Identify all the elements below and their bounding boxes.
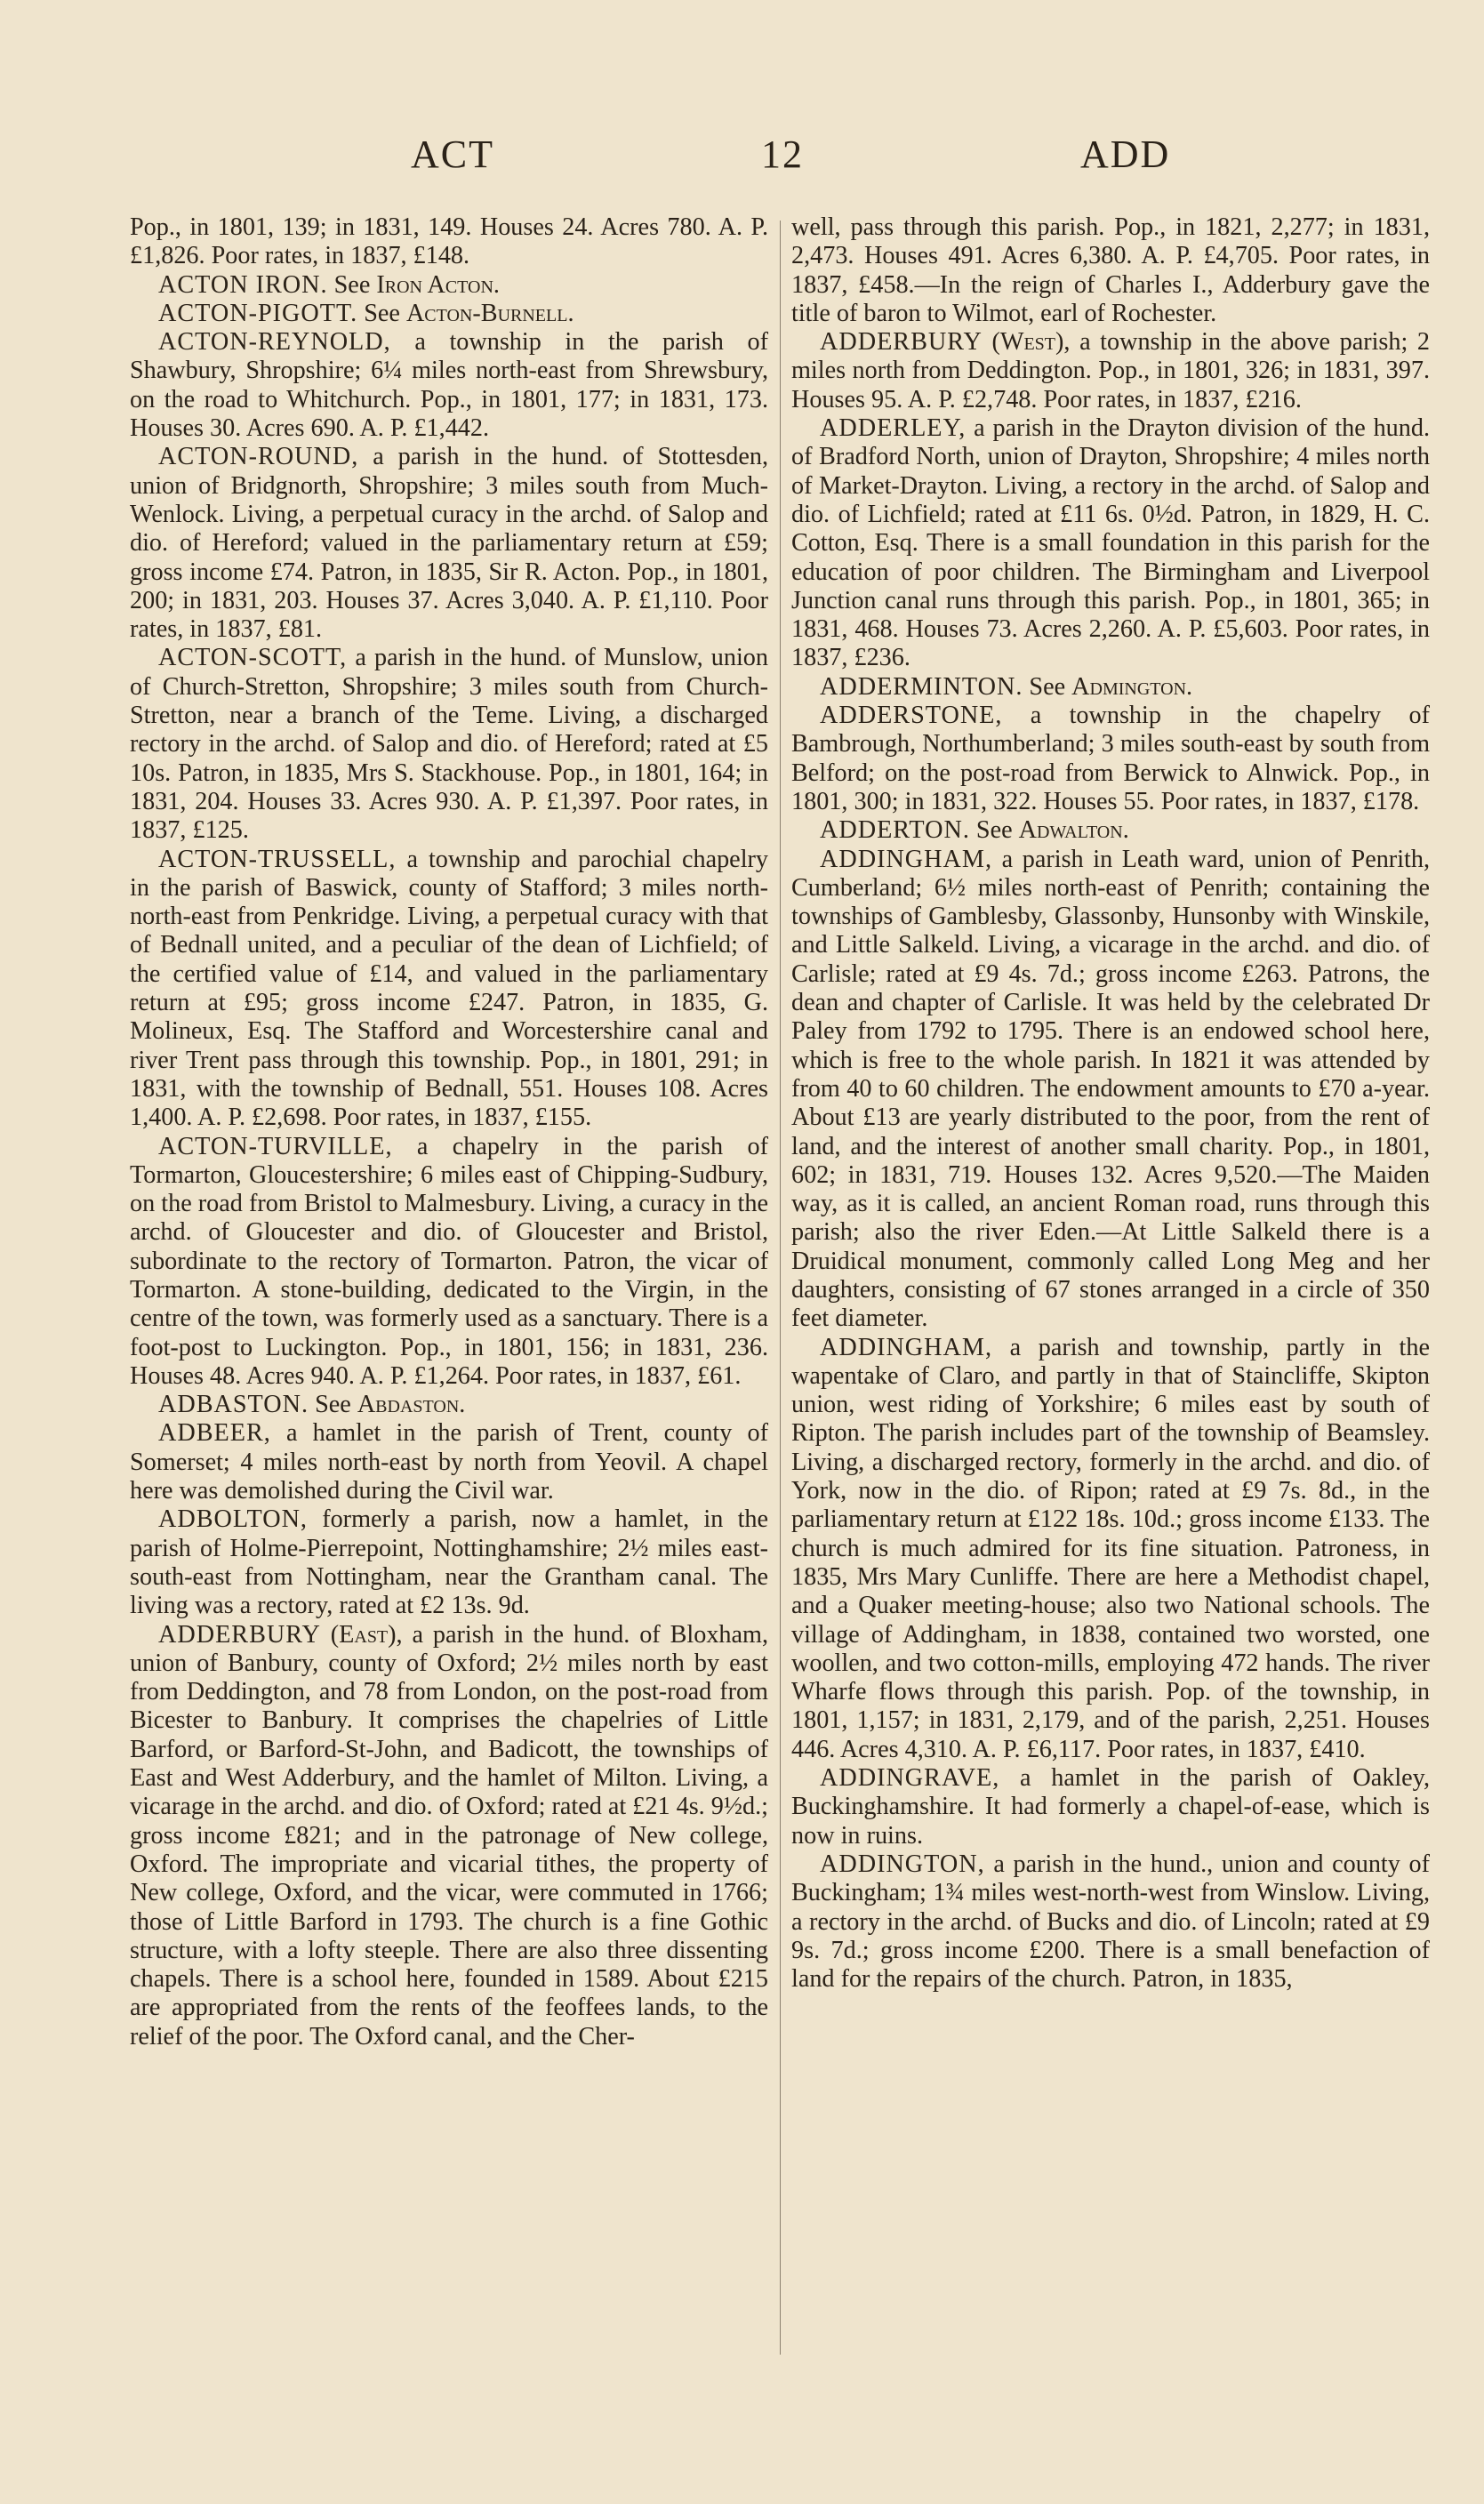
entry-headword: ACTON-TRUSSELL, (158, 845, 397, 873)
entry-headword: ACTON-PIGOTT. (158, 299, 358, 327)
entry-headword: ACTON IRON. (158, 270, 328, 299)
gazetteer-entry (130, 1419, 768, 1505)
entry-headword: ACTON-ROUND, (158, 443, 359, 471)
gazetteer-entry (130, 644, 768, 845)
entry-headword: ADBOLTON, (158, 1505, 308, 1534)
entry-headword: ADBEER, (158, 1419, 271, 1448)
gazetteer-entry (791, 414, 1430, 673)
entry-headword: ADDERMINTON. (820, 672, 1023, 701)
entry-headword: ADDERTON. (820, 816, 970, 845)
entry-text: a parish in the hund. of Bloxham, union of Banbury, county of Oxford; 2½ miles north by east from Deddington, and 78 from London, on the post-road from Bicester to Banbury. It comprises the chapelries of Little Barford, or Barford-St-John, and Badicott, the townships of East and West Adderbury, and the hamlet of Milton. Living, a vicarage in the archd. and dio. of Oxford; rated at £21 4s. 9½d.; gross income £821; and in the patronage of New college, Oxford. The impropriate and vicarial tithes, the property of New college, Oxford, and the vicar, were commuted in 1766; those of Little Barford in 1793. The church is a fine Gothic structure, with a lofty steeple. There are also three dissenting chapels. There is a school here, founded in 1589. About £215 are appropriated from the rents of the feoffees lands, to the relief of the poor. The Oxford canal, and the Cher- (130, 1620, 768, 2051)
gazetteer-entry (791, 816, 1430, 845)
entry-qualifier: (East), (330, 1620, 403, 1649)
gazetteer-entry (130, 1391, 768, 1419)
gazetteer-entry (791, 1764, 1430, 1850)
page-number: 12 (761, 132, 804, 176)
gazetteer-entry (130, 271, 768, 300)
entry-text: See (315, 1391, 351, 1419)
cross-reference: Adwalton. (1018, 816, 1129, 845)
entry-text: See (333, 270, 371, 299)
entry-text: a hamlet in the parish of Trent, county of Somerset; 4 miles north-east by north from Yeovil. A chapel here was demolished during the Civil war. (130, 1419, 768, 1505)
gazetteer-entry (130, 1621, 768, 2051)
entry-headword: ADDERSTONE, (820, 702, 1003, 730)
entry-text: a township in the parish of Shawbury, Shropshire; 6¼ miles north-east from Shrewsbury, on the road to Whitchurch. Pop., in 1801, 177; in 1831, 173. Houses 30. Acres 690. A. P. £1,442. (130, 328, 768, 443)
gazetteer-entry (130, 443, 768, 644)
gazetteer-entry (130, 328, 768, 443)
gazetteer-entry (791, 328, 1430, 414)
entry-headword: ADDERBURY (820, 328, 983, 357)
entry-text: See (975, 816, 1013, 845)
entry-text: a parish in Leath ward, union of Penrith, Cumberland; 6½ miles north-east of Penrith; containing the townships of Gamblesby, Glassonby, Hunsonby with Winskile, and Little Salkeld. Living, a vicarage in the archd. and dio. of Carlisle; rated at £9 4s. 7d.; gross income £263. Patrons, the dean and chapter of Carlisle. It was held by the celebrated Dr Paley from 1792 to 1795. There is an endowed school here, which is free to the whole parish. In 1821 it was attended by from 40 to 60 children. The endowment amounts to £70 a-year. About £13 are yearly distributed to the poor, from the rent of land, and the interest of another small charity. Pop., in 1801, 602; in 1831, 719. Houses 132. Acres 9,520.—The Maiden way, as it is called, an ancient Roman road, runs through this parish; also the river Eden.—At Little Salkeld there is a Druidical monument, commonly called Long Meg and her daughters, consisting of 67 stones arranged in a circle of 350 feet diameter. (791, 845, 1430, 1333)
entry-text: a parish in the Drayton division of the hund. of Bradford North, union of Drayton, Shropshire; 4 miles north of Market-Drayton. Living, a rectory in the archd. of Salop and dio. of Lichfield; rated at £11 6s. 0½d. Patron, in 1829, H. C. Cotton, Esq. There is a small foundation in this parish for the education of poor children. The Birmingham and Liverpool Junction canal runs through this parish. Pop., in 1801, 365; in 1831, 468. Houses 73. Acres 2,260. A. P. £5,603. Poor rates, in 1837, £236. (791, 414, 1430, 672)
gazetteer-entry (130, 213, 768, 271)
entry-headword: ADDERLEY, (820, 414, 967, 443)
entry-text: a township and parochial chapelry in the parish of Baswick, county of Stafford; 3 miles north-north-east from Penkridge. Living, a perpetual curacy with that of Bednall united, and a peculiar of the dean of Lichfield; of the certified value of £14, and valued in the parliamentary return at £95; gross income £247. Patron, in 1835, G. Molineux, Esq. The Stafford and Worcestershire canal and river Trent pass through this township. Pop., in 1801, 291; in 1831, with the township of Bednall, 551. Houses 108. Acres 1,400. A. P. £2,698. Poor rates, in 1837, £155. (130, 845, 768, 1132)
entry-text: a parish in the hund., union and county of Buckingham; 1¾ miles west-north-west from Winslow. Living, a rectory in the archd. of Bucks and dio. of Lincoln; rated at £9 9s. 7d.; gross income £200. There is a small benefaction of land for the repairs of the church. Patron, in 1835, (791, 1850, 1430, 1994)
entry-headword: ADDINGRAVE, (820, 1764, 1000, 1793)
entry-text: a township in the above parish; 2 miles north from Deddington. Pop., in 1801, 326; in 1831, 397. Houses 95. A. P. £2,748. Poor rates, in 1837, £216. (791, 328, 1430, 413)
gazetteer-entry (791, 846, 1430, 1334)
gazetteer-entry (130, 1505, 768, 1620)
left-column (130, 213, 768, 2463)
cross-reference: Acton-Burnell. (405, 299, 574, 327)
right-column (791, 213, 1430, 2463)
entry-headword: ADDINGHAM, (820, 845, 992, 873)
column-divider (780, 221, 781, 2355)
entry-text: a parish in the hund. of Stottesden, union of Bridgnorth, Shropshire; 3 miles south from Much-Wenlock. Living, a perpetual curacy in the archd. of Salop and dio. of Hereford; valued in the parliamentary return at £59; gross income £74. Patron, in 1835, Sir R. Acton. Pop., in 1801, 200; in 1831, 203. Houses 37. Acres 3,040. A. P. £1,110. Poor rates, in 1837, £81. (130, 443, 768, 644)
gazetteer-entry (130, 1133, 768, 1392)
running-header (0, 132, 1484, 185)
header-left-guide-word: ACT (411, 132, 494, 176)
gazetteer-entry (791, 702, 1430, 816)
entry-qualifier: (West), (991, 328, 1071, 357)
entry-headword: ADBASTON. (158, 1391, 309, 1419)
cross-reference: Admington. (1071, 672, 1193, 701)
entry-text: See (364, 299, 400, 327)
entry-headword: ACTON-SCOTT, (158, 644, 348, 672)
gazetteer-entry (791, 1334, 1430, 1764)
header-right-guide-word: ADD (1080, 132, 1171, 176)
entry-headword: ADDINGHAM, (820, 1333, 992, 1361)
entry-headword: ACTON-REYNOLD, (158, 328, 391, 357)
cross-reference: Iron Acton. (376, 270, 500, 299)
gazetteer-entry (791, 1850, 1430, 1994)
entry-text: See (1029, 672, 1066, 701)
entry-text: a parish in the hund. of Munslow, union of Church-Stretton, Shropshire; 3 miles south from Church-Stretton, near a branch of the Teme. Living, a discharged rectory in the archd. of Salop and dio. of Hereford; rated at £5 10s. Patron, in 1835, Mrs S. Stackhouse. Pop., in 1801, 164; in 1831, 204. Houses 33. Acres 930. A. P. £1,397. Poor rates, in 1837, £125. (130, 644, 768, 845)
gazetteer-entry (130, 300, 768, 328)
entry-text: a township in the chapelry of Bambrough, Northumberland; 3 miles south-east by south from Belford; on the post-road from Berwick to Alnwick. Pop., in 1801, 300; in 1831, 322. Houses 55. Poor rates, in 1837, £178. (791, 702, 1430, 815)
entry-headword: ADDINGTON, (820, 1850, 985, 1878)
entry-headword: ACTON-TURVILLE, (158, 1132, 393, 1160)
gazetteer-entry (791, 673, 1430, 702)
entry-text: Pop., in 1801, 139; in 1831, 149. Houses 24. Acres 780. A. P. £1,826. Poor rates, in 1837, £148. (130, 213, 768, 270)
entry-text: formerly a parish, now a hamlet, in the parish of Holme-Pierrepoint, Nottinghamshire; 2½ miles east-south-east from Nottingham, near the Grantham canal. The living was a rectory, rated at £2 13s. 9d. (130, 1505, 768, 1620)
entry-text: a parish and township, partly in the wapentake of Claro, and partly in that of Staincliffe, Skipton union, west riding of Yorkshire; 6 miles east by south of Ripton. The parish includes part of the township of Beamsley. Living, a discharged rectory, formerly in the archd. and dio. of York, now in the dio. of Ripon; rated at £9 7s. 8d., in the parliamentary return at £122 18s. 10d.; gross income £133. The church is much admired for its fine situation. Patroness, in 1835, Mrs Mary Cunliffe. There are here a Methodist chapel, and a Quaker meeting-house; also two National schools. The village of Addingham, in 1838, contained two worsted, one woollen, and two cotton-mills, employing 472 hands. The river Wharfe flows through this parish. Pop. of the township, in 1801, 1,157; in 1831, 2,179, and of the parish, 2,251. Houses 446. Acres 4,310. A. P. £6,117. Poor rates, in 1837, £410. (791, 1333, 1430, 1763)
gazetteer-entry (791, 213, 1430, 328)
cross-reference: Abdaston. (357, 1391, 466, 1419)
entry-text: well, pass through this parish. Pop., in 1821, 2,277; in 1831, 2,473. Houses 491. Acres 6,380. A. P. £4,705. Poor rates, in 1837, £458.—In the reign of Charles I., Adderbury gave the title of baron to Wilmot, earl of Rochester. (791, 213, 1430, 327)
entry-headword: ADDERBURY (158, 1620, 321, 1649)
gazetteer-entry (130, 846, 768, 1133)
entry-text: a chapelry in the parish of Tormarton, Gloucestershire; 6 miles east of Chipping-Sudbury, on the road from Bristol to Malmesbury. Living, a curacy in the archd. of Gloucester and dio. of Gloucester and Bristol, subordinate to the rectory of Tormarton. Patron, the vicar of Tormarton. A stone-building, dedicated to the Virgin, in the centre of the town, was formerly used as a sanctuary. There is a foot-post to Luckington. Pop., in 1801, 156; in 1831, 236. Houses 48. Acres 940. A. P. £1,264. Poor rates, in 1837, £61. (130, 1132, 768, 1390)
entry-text: a hamlet in the parish of Oakley, Buckinghamshire. It had formerly a chapel-of-ease, which is now in ruins. (791, 1764, 1430, 1850)
